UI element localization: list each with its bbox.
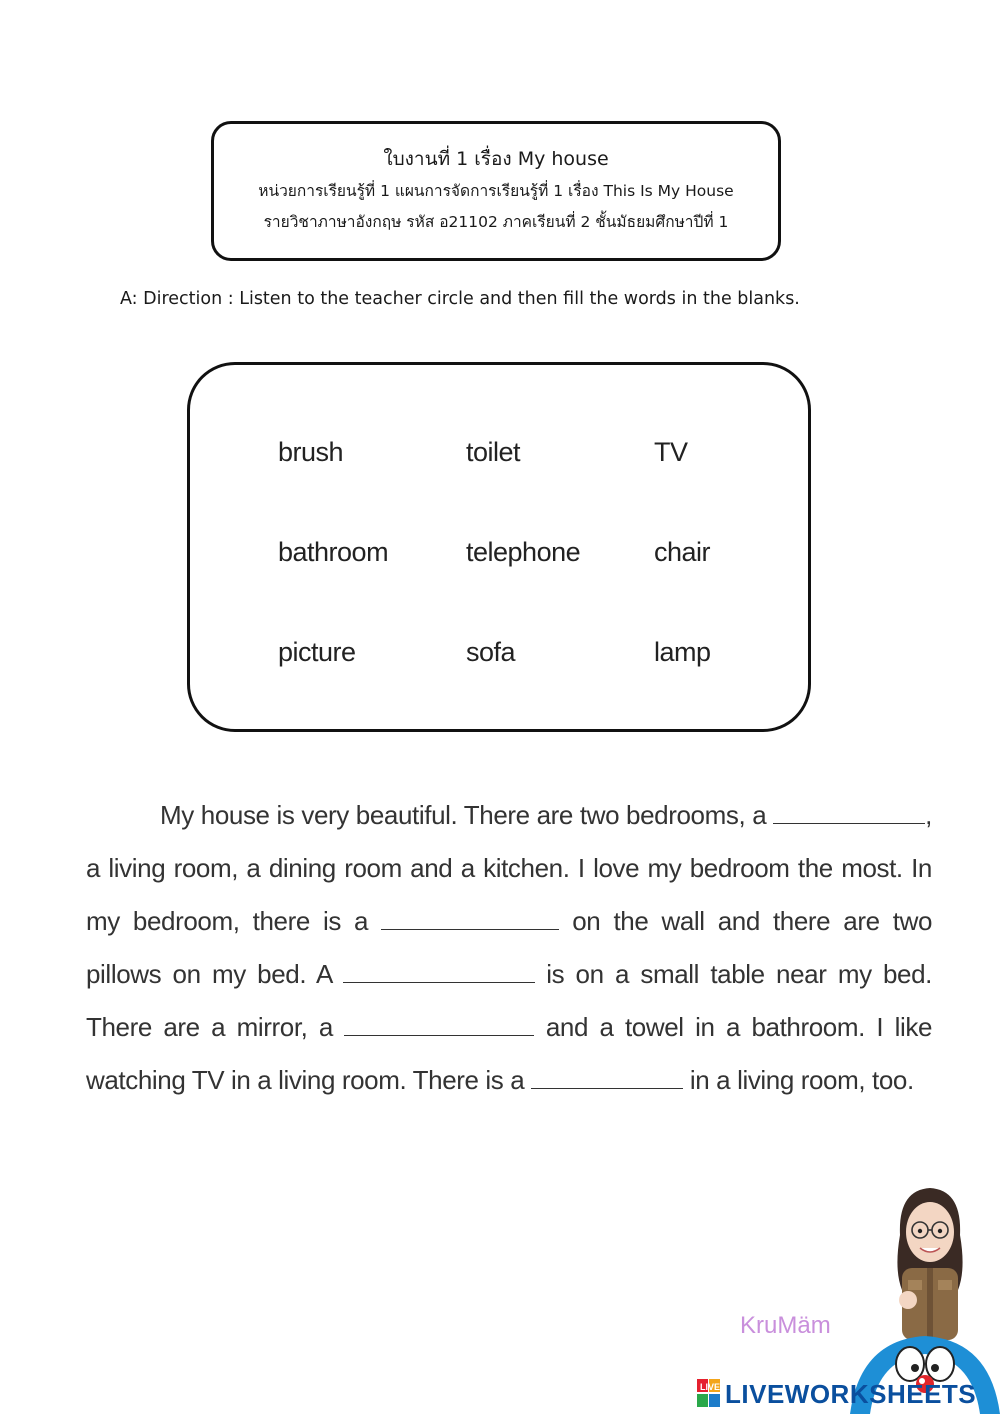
blank-3[interactable]: [343, 960, 535, 983]
story-line: watching TV in a living room. There is a in a living room, too.: [86, 1065, 914, 1095]
story-line: pillows on my bed. A is on a small table near my bed.: [86, 959, 932, 989]
author-brand: KruMäm: [740, 1312, 831, 1339]
story-paragraph: [86, 789, 932, 1107]
learning-unit: หน่วยการเรียนรู้ที่ 1 แผนการจัดการเรียนรู้ที่ 1 เรื่อง This Is My House: [258, 182, 734, 200]
blank-1[interactable]: [773, 801, 925, 824]
blank-2[interactable]: [381, 907, 559, 930]
story-line: a living room, a dining room and a kitchen. I love my bedroom the most. In: [86, 853, 932, 883]
worksheet-title: ใบงานที่ 1 เรื่อง My house: [383, 148, 609, 170]
direction-text: A: Direction : Listen to the teacher circle and then fill the words in the blanks.: [120, 289, 800, 309]
word-bank-item: picture: [278, 637, 356, 667]
word-bank-item: bathroom: [278, 537, 389, 567]
blank-5[interactable]: [531, 1066, 683, 1089]
word-bank-item: chair: [654, 537, 711, 567]
worksheet-header: [211, 121, 781, 261]
liveworksheets-logo[interactable]: [697, 1376, 976, 1412]
blank-4[interactable]: [344, 1013, 534, 1036]
word-bank-item: TV: [654, 437, 688, 467]
word-bank-item: sofa: [466, 637, 516, 667]
word-bank: [187, 362, 811, 732]
story-line: There are a mirror, a and a towel in a bathroom. I like: [86, 1012, 933, 1042]
word-bank-item: lamp: [654, 637, 711, 667]
liveworksheets-badge-icon: [697, 1379, 721, 1409]
svg-text:LIVE: LIVE: [700, 1382, 721, 1392]
word-bank-item: telephone: [466, 537, 581, 567]
word-bank-item: toilet: [466, 437, 521, 467]
teacher-avatar-icon: [880, 1180, 980, 1340]
liveworksheets-text: LIVEWORKSHEETS: [725, 1378, 977, 1409]
word-bank-item: brush: [278, 437, 344, 467]
course-info: รายวิชาภาษาอังกฤษ รหัส อ21102 ภาคเรียนที่ 2 ชั้นมัธยมศึกษาปีที่ 1: [263, 213, 729, 231]
story-line: my bedroom, there is a on the wall and there are two: [86, 906, 933, 936]
story-line: My house is very beautiful. There are two bedrooms, a ,: [160, 800, 932, 830]
